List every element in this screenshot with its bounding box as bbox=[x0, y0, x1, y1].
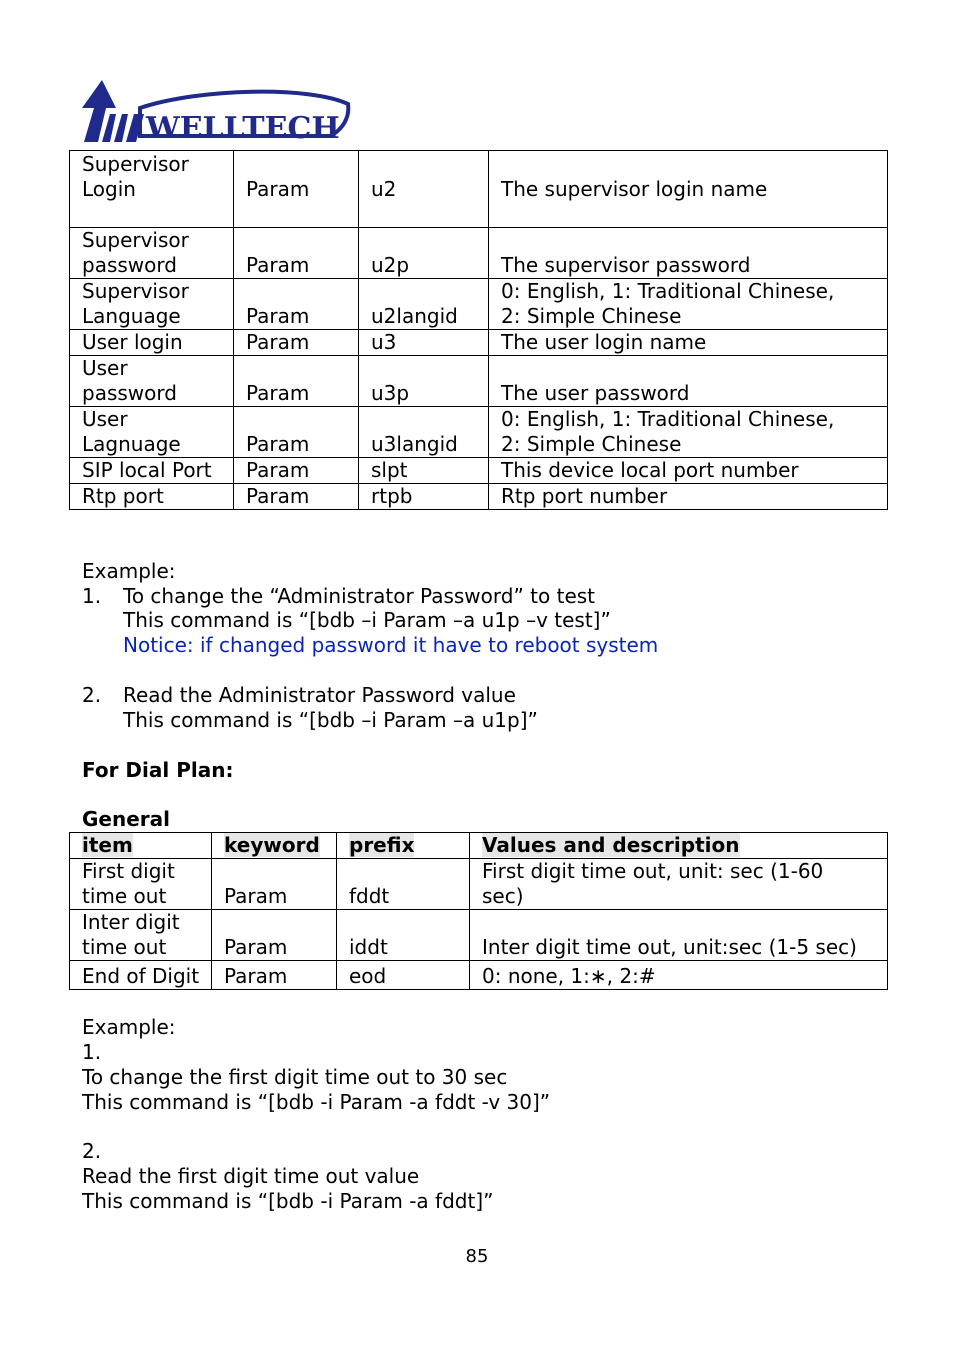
prefix-cell: u3langid bbox=[359, 407, 489, 458]
example-command: This command is “[bdb –i Param –a u1p –v test]” bbox=[123, 608, 611, 632]
description-cell bbox=[489, 484, 888, 510]
example-heading: Example: bbox=[82, 559, 176, 583]
item-cell-line: Lagnuage bbox=[82, 432, 181, 456]
description-cell-line: The supervisor login name bbox=[501, 177, 768, 201]
description-cell-line: sec) bbox=[482, 884, 524, 908]
item-cell-line: time out bbox=[82, 935, 167, 959]
header-description: Values and description bbox=[470, 833, 888, 859]
table-row bbox=[70, 458, 888, 484]
keyword-cell: Param bbox=[234, 151, 359, 228]
general-subtitle: General bbox=[82, 807, 170, 831]
item-cell-line: User bbox=[82, 407, 128, 431]
welltech-logo bbox=[80, 78, 352, 144]
keyword-cell: Param bbox=[234, 458, 359, 484]
keyword-cell: Param bbox=[234, 330, 359, 356]
header-prefix: prefix bbox=[337, 833, 470, 859]
example-item-number: 1. bbox=[82, 584, 102, 608]
table-row bbox=[70, 151, 888, 228]
table-row bbox=[70, 407, 888, 458]
description-cell-line: 0: English, 1: Traditional Chinese, bbox=[501, 279, 835, 303]
keyword-cell: Param bbox=[234, 228, 359, 279]
item-cell-line: User login bbox=[82, 330, 183, 354]
parameter-table bbox=[69, 150, 888, 510]
keyword-cell: Param bbox=[234, 356, 359, 407]
prefix-cell: slpt bbox=[359, 458, 489, 484]
table-row bbox=[70, 910, 888, 961]
description-cell-line: 2: Simple Chinese bbox=[501, 304, 682, 328]
keyword-cell: Param bbox=[234, 484, 359, 510]
description-cell bbox=[489, 458, 888, 484]
example-item-number: 2. bbox=[82, 683, 102, 707]
example-line: 2. bbox=[82, 1139, 102, 1163]
item-cell-line: time out bbox=[82, 884, 167, 908]
example-line: To change the first digit time out to 30 sec bbox=[82, 1065, 508, 1089]
example-line: This command is “[bdb -i Param -a fddt -v 30]” bbox=[82, 1090, 551, 1114]
description-cell-line: Rtp port number bbox=[501, 484, 668, 508]
page-number: 85 bbox=[465, 1246, 489, 1267]
description-cell bbox=[489, 228, 888, 279]
description-cell-line: 0: English, 1: Traditional Chinese, bbox=[501, 407, 835, 431]
item-cell bbox=[70, 458, 234, 484]
table-header-row bbox=[70, 833, 888, 859]
item-cell bbox=[70, 961, 212, 990]
prefix-cell: u3p bbox=[359, 356, 489, 407]
item-cell-line: Supervisor bbox=[82, 228, 189, 252]
prefix-cell: rtpb bbox=[359, 484, 489, 510]
item-cell bbox=[70, 407, 234, 458]
description-cell-line: This device local port number bbox=[501, 458, 799, 482]
logo-text: WELLTECH bbox=[146, 111, 340, 144]
item-cell-line: password bbox=[82, 381, 177, 405]
item-cell bbox=[70, 151, 234, 228]
item-cell-line: Supervisor bbox=[82, 279, 189, 303]
keyword-cell: Param bbox=[212, 859, 337, 910]
table-row bbox=[70, 356, 888, 407]
item-cell-line: Supervisor bbox=[82, 152, 189, 176]
table-row bbox=[70, 228, 888, 279]
item-cell-line: SIP local Port bbox=[82, 458, 212, 482]
description-cell bbox=[489, 279, 888, 330]
description-cell bbox=[470, 910, 888, 961]
description-cell-line: 2: Simple Chinese bbox=[501, 432, 682, 456]
prefix-cell: iddt bbox=[337, 910, 470, 961]
description-cell bbox=[470, 961, 888, 990]
dial-plan-table bbox=[69, 832, 888, 990]
keyword-cell: Param bbox=[212, 910, 337, 961]
item-cell-line: Login bbox=[82, 177, 136, 201]
prefix-cell: eod bbox=[337, 961, 470, 990]
header-item: item bbox=[70, 833, 212, 859]
description-cell bbox=[489, 330, 888, 356]
item-cell-line: password bbox=[82, 253, 177, 277]
description-cell bbox=[489, 356, 888, 407]
item-cell-line: Language bbox=[82, 304, 181, 328]
prefix-cell: u3 bbox=[359, 330, 489, 356]
item-cell bbox=[70, 910, 212, 961]
table-row bbox=[70, 330, 888, 356]
table-row bbox=[70, 484, 888, 510]
example-item-text: Read the Administrator Password value bbox=[123, 683, 516, 707]
item-cell bbox=[70, 356, 234, 407]
description-cell-line: The user login name bbox=[501, 330, 707, 354]
prefix-cell: u2 bbox=[359, 151, 489, 228]
example-command: This command is “[bdb –i Param –a u1p]” bbox=[123, 708, 538, 732]
item-cell-line: End of Digit bbox=[82, 964, 200, 988]
item-cell bbox=[70, 228, 234, 279]
table-row bbox=[70, 859, 888, 910]
dial-plan-title: For Dial Plan: bbox=[82, 758, 234, 782]
item-cell bbox=[70, 330, 234, 356]
item-cell bbox=[70, 484, 234, 510]
item-cell-line: First digit bbox=[82, 859, 175, 883]
description-cell bbox=[470, 859, 888, 910]
prefix-cell: fddt bbox=[337, 859, 470, 910]
item-cell-line: Rtp port bbox=[82, 484, 164, 508]
example-line: This command is “[bdb -i Param -a fddt]” bbox=[82, 1189, 494, 1213]
description-cell-line: Inter digit time out, unit:sec (1-5 sec) bbox=[482, 935, 857, 959]
keyword-cell: Param bbox=[234, 407, 359, 458]
prefix-cell: u2langid bbox=[359, 279, 489, 330]
reboot-notice: Notice: if changed password it have to reboot system bbox=[123, 633, 659, 657]
table-row bbox=[70, 961, 888, 990]
prefix-cell: u2p bbox=[359, 228, 489, 279]
table-row bbox=[70, 279, 888, 330]
example-item-text: To change the “Administrator Password” to test bbox=[123, 584, 596, 608]
description-cell-line: First digit time out, unit: sec (1-60 bbox=[482, 859, 824, 883]
keyword-cell: Param bbox=[212, 961, 337, 990]
item-cell-line: Inter digit bbox=[82, 910, 180, 934]
example-line: 1. bbox=[82, 1040, 102, 1064]
example-line: Read the first digit time out value bbox=[82, 1164, 420, 1188]
item-cell-line: User bbox=[82, 356, 128, 380]
description-cell-line: The user password bbox=[501, 381, 690, 405]
item-cell bbox=[70, 859, 212, 910]
keyword-cell: Param bbox=[234, 279, 359, 330]
example-heading: Example: bbox=[82, 1015, 176, 1039]
description-cell bbox=[489, 407, 888, 458]
description-cell-line: 0: none, 1:∗, 2:# bbox=[482, 964, 656, 988]
header-keyword: keyword bbox=[212, 833, 337, 859]
item-cell bbox=[70, 279, 234, 330]
description-cell-line: The supervisor password bbox=[501, 253, 751, 277]
description-cell bbox=[489, 151, 888, 228]
